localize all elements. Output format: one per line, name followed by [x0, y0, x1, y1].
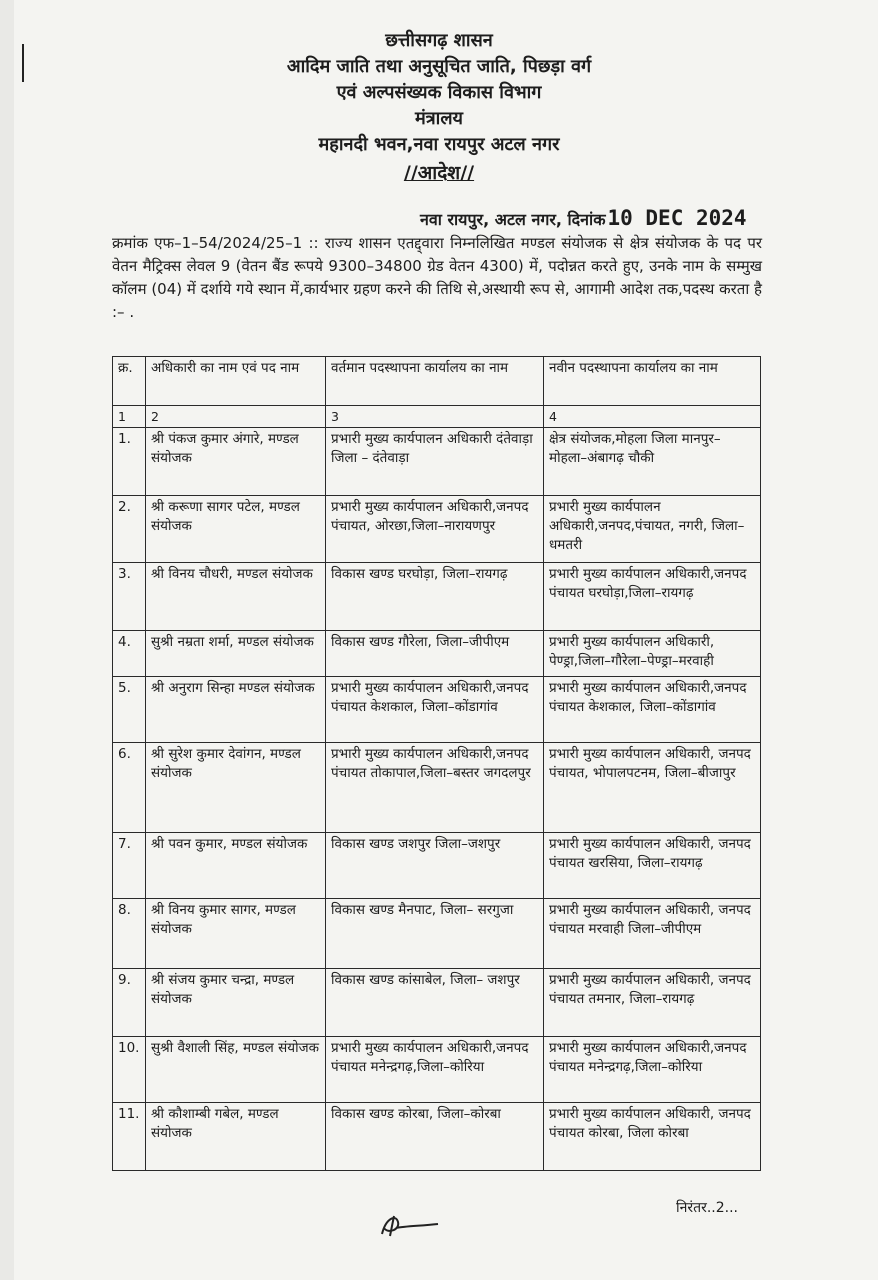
header-new-posting: नवीन पदस्थापना कार्यालय का नाम: [544, 357, 761, 406]
row-serial: 7.: [113, 833, 146, 899]
new-posting: प्रभारी मुख्य कार्यपालन अधिकारी, जनपद पंचायत तमनार, जिला–रायगढ़: [544, 969, 761, 1037]
current-posting: प्रभारी मुख्य कार्यपालन अधिकारी,जनपद पंचायत, ओरछा,जिला–नारायणपुर: [326, 496, 544, 563]
table-row: [113, 563, 761, 631]
header-department-line2: एवं अल्पसंख्यक विकास विभाग: [336, 82, 542, 103]
table-row: [113, 631, 761, 677]
column-number: 1: [113, 406, 146, 428]
header-department-line1: आदिम जाति तथा अनुसूचित जाति, पिछड़ा वर्ग: [286, 56, 592, 77]
signature-mark: [376, 1208, 446, 1242]
new-posting: प्रभारी मुख्य कार्यपालन अधिकारी,जनपद पंचायत केशकाल, जिला–कोंडागांव: [544, 677, 761, 743]
current-posting: विकास खण्ड कोरबा, जिला–कोरबा: [326, 1103, 544, 1171]
new-posting: प्रभारी मुख्य कार्यपालन अधिकारी, जनपद पंचायत खरसिया, जिला–रायगढ़: [544, 833, 761, 899]
table-row: [113, 1037, 761, 1103]
column-number: 2: [146, 406, 326, 428]
header-government: छत्तीसगढ़ शासन: [385, 30, 493, 51]
row-serial: 6.: [113, 743, 146, 833]
row-serial: 2.: [113, 496, 146, 563]
row-serial: 4.: [113, 631, 146, 677]
table-row: [113, 677, 761, 743]
current-posting: प्रभारी मुख्य कार्यपालन अधिकारी,जनपद पंचायत मनेन्द्रगढ़,जिला–कोरिया: [326, 1037, 544, 1103]
new-posting: क्षेत्र संयोजक,मोहला जिला मानपुर–मोहला–अंबागढ़ चौकी: [544, 428, 761, 496]
new-posting: प्रभारी मुख्य कार्यपालन अधिकारी, जनपद पंचायत मरवाही जिला–जीपीएम: [544, 899, 761, 969]
table-row: [113, 496, 761, 563]
order-title: //आदेश//: [403, 162, 475, 184]
table-header-row: [113, 357, 761, 406]
officer-name: सुश्री नम्रता शर्मा, मण्डल संयोजक: [146, 631, 326, 677]
new-posting: प्रभारी मुख्य कार्यपालन अधिकारी, जनपद पंचायत, भोपालपटनम, जिला–बीजापुर: [544, 743, 761, 833]
row-serial: 8.: [113, 899, 146, 969]
new-posting: प्रभारी मुख्य कार्यपालन अधिकारी,जनपद,पंचायत, नगरी, जिला–धमतरी: [544, 496, 761, 563]
officer-name: श्री विनय चौधरी, मण्डल संयोजक: [146, 563, 326, 631]
order-intro-paragraph: क्रमांक एफ–1–54/2024/25–1 :: राज्य शासन एतद्द्वारा निम्नलिखित मण्डल संयोजक से क्षेत्र संयोजक के पद पर वेतन मैट्रिक्स लेवल 9 (वेतन बैंड रूपये 9300–34800 ग्रेड वेतन 4300) में, पदोन्नत करते हुए, उनके नाम के सम्मुख कॉलम (04) में दर्शाये गये स्थान में,कार्यभार ग्रहण करने की तिथि से,अस्थायी रूप से, आगामी आदेश तक,पदस्थ करता है :– .: [112, 234, 762, 321]
table-row: [113, 969, 761, 1037]
current-posting: प्रभारी मुख्य कार्यपालन अधिकारी,जनपद पंचायत तोकापाल,जिला–बस्तर जगदलपुर: [326, 743, 544, 833]
officer-name: श्री संजय कुमार चन्द्रा, मण्डल संयोजक: [146, 969, 326, 1037]
letterhead: [0, 28, 878, 186]
date-stamp: 10 DEC 2024: [607, 206, 747, 230]
current-posting: विकास खण्ड कांसाबेल, जिला– जशपुर: [326, 969, 544, 1037]
header-current-posting: वर्तमान पदस्थापना कार्यालय का नाम: [326, 357, 544, 406]
header-ministry: मंत्रालय: [414, 108, 463, 129]
row-serial: 11.: [113, 1103, 146, 1171]
officer-name: सुश्री वैशाली सिंह, मण्डल संयोजक: [146, 1037, 326, 1103]
posting-table: [112, 356, 761, 1171]
current-posting: प्रभारी मुख्य कार्यपालन अधिकारी,जनपद पंचायत केशकाल, जिला–कोंडागांव: [326, 677, 544, 743]
new-posting: प्रभारी मुख्य कार्यपालन अधिकारी, जनपद पंचायत कोरबा, जिला कोरबा: [544, 1103, 761, 1171]
row-serial: 3.: [113, 563, 146, 631]
current-posting: विकास खण्ड जशपुर जिला–जशपुर: [326, 833, 544, 899]
header-address: महानदी भवन,नवा रायपुर अटल नगर: [318, 134, 560, 155]
officer-name: श्री सुरेश कुमार देवांगन, मण्डल संयोजक: [146, 743, 326, 833]
officer-name: श्री करूणा सागर पटेल, मण्डल संयोजक: [146, 496, 326, 563]
header-officer-name: अधिकारी का नाम एवं पद नाम: [146, 357, 326, 406]
officer-name: श्री कौशाम्बी गबेल, मण्डल संयोजक: [146, 1103, 326, 1171]
date-place: नवा रायपुर, अटल नगर, दिनांक: [420, 210, 606, 229]
table-row: [113, 428, 761, 496]
row-serial: 10.: [113, 1037, 146, 1103]
dateline: [420, 206, 747, 230]
new-posting: प्रभारी मुख्य कार्यपालन अधिकारी, पेण्ड्रा,जिला–गौरेला–पेण्ड्रा–मरवाही: [544, 631, 761, 677]
column-number: 4: [544, 406, 761, 428]
officer-name: श्री विनय कुमार सागर, मण्डल संयोजक: [146, 899, 326, 969]
column-number: 3: [326, 406, 544, 428]
continued-note: निरंतर..2...: [676, 1200, 738, 1216]
officer-name: श्री अनुराग सिन्हा मण्डल संयोजक: [146, 677, 326, 743]
table-row: [113, 1103, 761, 1171]
current-posting: प्रभारी मुख्य कार्यपालन अधिकारी दंतेवाड़ा जिला – दंतेवाड़ा: [326, 428, 544, 496]
table-row: [113, 833, 761, 899]
current-posting: विकास खण्ड गौरेला, जिला–जीपीएम: [326, 631, 544, 677]
row-serial: 5.: [113, 677, 146, 743]
current-posting: विकास खण्ड घरघोड़ा, जिला–रायगढ़: [326, 563, 544, 631]
current-posting: विकास खण्ड मैनपाट, जिला– सरगुजा: [326, 899, 544, 969]
table-column-number-row: [113, 406, 761, 428]
table-row: [113, 743, 761, 833]
table-row: [113, 899, 761, 969]
row-serial: 9.: [113, 969, 146, 1037]
new-posting: प्रभारी मुख्य कार्यपालन अधिकारी,जनपद पंचायत मनेन्द्रगढ़,जिला–कोरिया: [544, 1037, 761, 1103]
officer-name: श्री पवन कुमार, मण्डल संयोजक: [146, 833, 326, 899]
row-serial: 1.: [113, 428, 146, 496]
officer-name: श्री पंकज कुमार अंगारे, मण्डल संयोजक: [146, 428, 326, 496]
header-serial: क्र.: [113, 357, 146, 406]
new-posting: प्रभारी मुख्य कार्यपालन अधिकारी,जनपद पंचायत घरघोड़ा,जिला–रायगढ़: [544, 563, 761, 631]
